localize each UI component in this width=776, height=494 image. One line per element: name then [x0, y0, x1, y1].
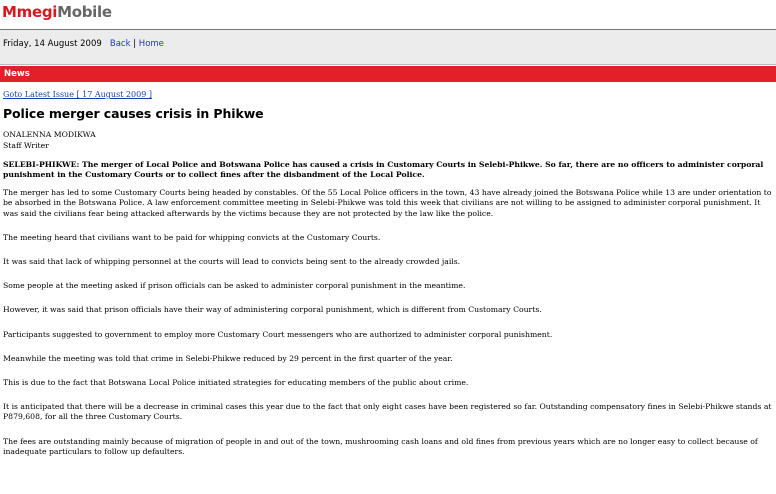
author-role: Staff Writer	[3, 140, 49, 150]
mmegi-mobile-logo[interactable]	[2, 3, 112, 21]
article-paragraph: Participants suggested to government to employ more Customary Court messengers who are authorized to administer corporal punishment.	[3, 329, 553, 339]
section-title: News	[4, 69, 30, 79]
article-paragraph: It is anticipated that there will be a decrease in criminal cases this year due to the fact that only eight cases have been registered so far. Outstanding compensatory fines in Selebi-Phikwe stands at P879,608, for all the three Customary Courts.	[3, 402, 772, 422]
logo-part-2: Mobile	[57, 3, 112, 21]
current-date: Friday, 14 August 2009	[3, 39, 102, 49]
article-paragraph: This is due to the fact that Botswana Local Police initiated strategies for educating members of the public about crime.	[3, 378, 469, 388]
article-headline: Police merger causes crisis in Phikwe	[3, 106, 264, 122]
article-paragraph: The meeting heard that civilians want to be paid for whipping convicts at the Customary Courts.	[3, 232, 381, 242]
header-bar	[0, 0, 776, 30]
section-bar	[0, 66, 776, 82]
article-paragraph: The merger has led to some Customary Courts being headed by constables. Of the 55 Local Police officers in the town, 43 have already joined the Botswana Police while 13 are under orientation to be absorbed in the Botswana Police. A law enforcement committee meeting in Selebi-Phikwe was told this week that civilians are not willing to be assigned to administer corporal punishment. It was said the civilians fear being attacked afterwards by the victims because they are not protected by the law like the police.	[3, 188, 772, 218]
article-paragraph: However, it was said that prison officials have their way of administering corporal punishment, which is different from Customary Courts.	[3, 305, 542, 315]
article-paragraph: It was said that lack of whipping personnel at the courts will lead to convicts being sent to the already crowded jails.	[3, 257, 461, 267]
nav-separator: |	[133, 39, 137, 49]
article	[3, 90, 773, 471]
back-link[interactable]: Back	[109, 39, 131, 49]
logo-part-1: Mmegi	[2, 3, 58, 21]
article-paragraph: Meanwhile the meeting was told that crime in Selebi-Phikwe reduced by 29 percent in the first quarter of the year.	[3, 353, 453, 363]
article-paragraph: The fees are outstanding mainly because of migration of people in and out of the town, mushrooming cash loans and old fines from previous years which are no longer easy to collect because of inadequate particulars to follow up defaulters.	[3, 436, 758, 456]
article-author: ONALENNA MODIKWA	[3, 130, 96, 140]
home-link[interactable]: Home	[138, 39, 164, 49]
article-lead: SELEBI-PHIKWE: The merger of Local Police and Botswana Police has caused a crisis in Customary Courts in Selebi-Phikwe. So far, there are no officers to administer corporal punishment in the Customary Courts or to collect fines after the disbandment of the Local Police.	[3, 159, 764, 180]
date-bar	[0, 30, 776, 65]
goto-latest-issue-link[interactable]: Goto Latest Issue [ 17 August 2009 ]	[3, 90, 152, 99]
article-paragraph: Some people at the meeting asked if prison officials can be asked to administer corporal punishment in the meantime.	[3, 281, 466, 291]
